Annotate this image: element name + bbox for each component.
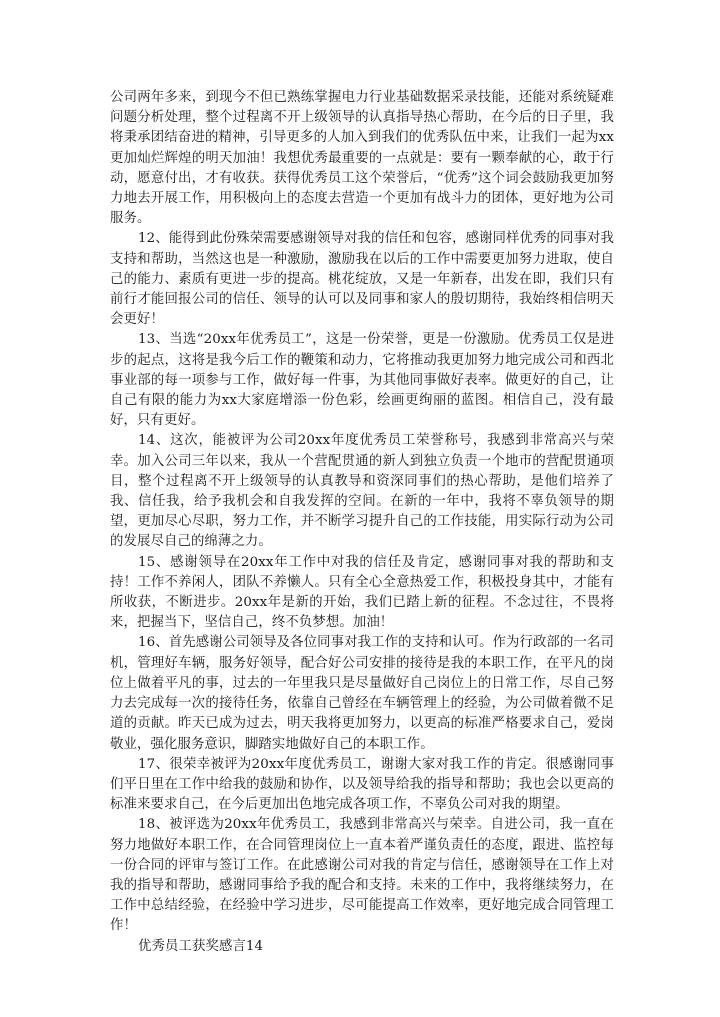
paragraph-13: 13、当选“20xx年优秀员工”，这是一份荣誉，更是一份激励。优秀员工仅是进步的起点，这将是我今后工作的鞭策和动力，它将推动我更加努力地完成公司和西北事业部的每一项参与工作，做好每一件事，为其他同事做好表率。做更好的自己，让自己有限的能力为xx大家庭增添一份色彩，绘画更绚丽的蓝图。相信自己，没有最好，只有更好。 xyxy=(110,332,614,429)
section-heading: 优秀员工获奖感言14 xyxy=(138,938,264,954)
paragraph-continued: 公司两年多来，到现今不但已熟练掌握电力行业基础数据采录技能，还能对系统疑难问题分析处理，整个过程离不开上级领导的认真指导热心帮助，在今后的日子里，我将秉承团结奋进的精神，引导更多的人加入到我们的优秀队伍中来，让我们一起为xx更加灿烂辉煌的明天加油！我想优秀最重要的一点就是：要有一颗奉献的心，敢于行动，愿意付出，才有收获。获得优秀员工这个荣誉后，“优秀”这个词会鼓励我更加努力地去开展工作，用积极向上的态度去营造一个更加有战斗力的团体，更好地为公司服务。 xyxy=(110,90,614,227)
paragraph-18: 18、被评选为20xx年优秀员工，我感到非常高兴与荣幸。自进公司，我一直在努力地做好本职工作，在合同管理岗位上一直本着严谨负责任的态度，跟进、监控每一份合同的评审与签订工作。在此感谢公司对我的肯定与信任，感谢领导在工作上对我的指导和帮助，感谢同事给予我的配合和支持。未来的工作中，我将继续努力，在工作中总结经验，在经验中学习进步，尽可能提高工作效率，更好地完成合同管理工作！ xyxy=(110,817,614,934)
document-body xyxy=(110,88,614,957)
paragraph-12: 12、能得到此份殊荣需要感谢领导对我的信任和包容，感谢同样优秀的同事对我支持和帮助，当然这也是一种激励，激励我在以后的工作中需要更加努力进取，使自己的能力、素质有更进一步的提高。桃花绽放，又是一年新春，出发在即，我们只有前行才能回报公司的信任、领导的认可以及同事和家人的殷切期待，我始终相信明天会更好！ xyxy=(110,231,614,328)
paragraph-16: 16、首先感谢公司领导及各位同事对我工作的支持和认可。作为行政部的一名司机，管理好车辆，服务好领导，配合好公司安排的接待是我的本职工作，在平凡的岗位上做着平凡的事，过去的一年里我只是尽量做好自己岗位上的日常工作，尽自己努力去完成每一次的接待任务，依靠自己曾经在车辆管理上的经验，为公司做着微不足道的贡献。昨天已成为过去，明天我将更加努力，以更高的标准严格要求自己，爱岗敬业，强化服务意识，脚踏实地做好自己的本职工作。 xyxy=(110,635,614,752)
paragraph-17: 17、很荣幸被评为20xx年度优秀员工，谢谢大家对我工作的肯定。很感谢同事们平日里在工作中给我的鼓励和协作，以及领导给我的指导和帮助；我也会以更高的标准来要求自己，在今后更加出色地完成各项工作，不辜负公司对我的期望。 xyxy=(110,756,614,813)
paragraph-14: 14、这次，能被评为公司20xx年度优秀员工荣誉称号，我感到非常高兴与荣幸。加入公司三年以来，我从一个营配贯通的新人到独立负责一个地市的营配贯通项目，整个过程离不开上级领导的认真教导和资深同事们的热心帮助，是他们培养了我、信任我，给予我机会和自我发挥的空间。在新的一年中，我将不辜负领导的期望，更加尽心尽职，努力工作，并不断学习提升自己的工作技能，用实际行动为公司的发展尽自己的绵薄之力。 xyxy=(110,433,614,550)
paragraph-15: 15、感谢领导在20xx年工作中对我的信任及肯定，感谢同事对我的帮助和支持！工作不养闲人，团队不养懒人。只有全心全意热爱工作，积极投身其中，才能有所收获，不断进步。20xx年是新的开始，我们已踏上新的征程。不念过往，不畏将来，把握当下，坚信自己，终不负梦想。加油！ xyxy=(110,554,614,631)
